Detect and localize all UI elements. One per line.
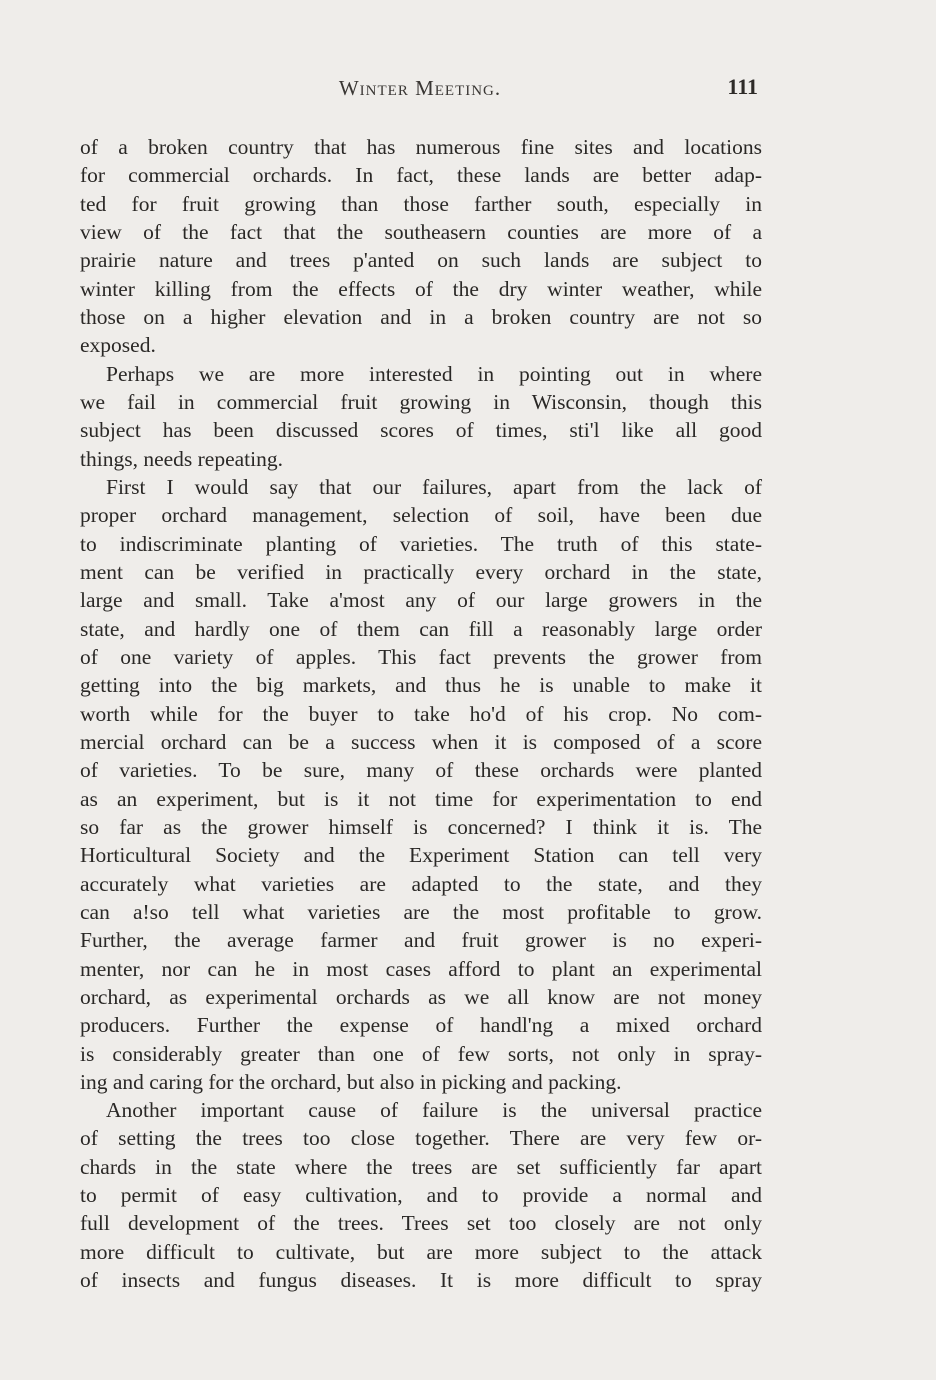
text-line: getting into the big markets, and thus he is unable to make it bbox=[80, 673, 762, 698]
text-line: proper orchard management, selection of soil, have been due bbox=[80, 503, 762, 528]
text-line: prairie nature and trees p'anted on such lands are subject to bbox=[80, 248, 762, 273]
text-line: of varieties. To be sure, many of these orchards were planted bbox=[80, 758, 762, 783]
text-line: those on a higher elevation and in a broken country are not so bbox=[80, 304, 762, 329]
text-line: ing and caring for the orchard, but also in picking and packing. bbox=[80, 1069, 622, 1094]
text-line: First I would say that our failures, apart from the lack of bbox=[106, 474, 762, 499]
page-number: 111 bbox=[727, 74, 758, 99]
text-line: of setting the trees too close together. There are very few or- bbox=[80, 1126, 762, 1151]
text-line: large and small. Take a'most any of our large growers in the bbox=[80, 588, 762, 613]
text-line: view of the fact that the southeasern counties are more of a bbox=[80, 219, 762, 244]
text-line: Horticultural Society and the Experiment Station can tell very bbox=[80, 843, 762, 868]
text-line: accurately what varieties are adapted to the state, and they bbox=[80, 871, 762, 896]
text-line: Another important cause of failure is the universal practice bbox=[106, 1098, 762, 1123]
text-line: is considerably greater than one of few sorts, not only in spray- bbox=[80, 1041, 762, 1066]
text-line: to indiscriminate planting of varieties. The truth of this state- bbox=[80, 531, 762, 556]
text-line: worth while for the buyer to take ho'd of his crop. No com- bbox=[80, 701, 762, 726]
body-text bbox=[80, 133, 762, 1294]
text-line: of a broken country that has numerous fine sites and locations bbox=[80, 135, 762, 159]
text-line: things, needs repeating. bbox=[80, 446, 284, 471]
text-line: Perhaps we are more interested in pointing out in where bbox=[106, 361, 762, 386]
text-line: winter killing from the effects of the dry winter weather, while bbox=[80, 276, 762, 301]
text-line: menter, nor can he in most cases afford to plant an experimental bbox=[80, 956, 762, 981]
text-line: as an experiment, but is it not time for experimentation to end bbox=[80, 786, 762, 811]
text-line: of one variety of apples. This fact prevents the grower from bbox=[80, 644, 762, 669]
text-line: to permit of easy cultivation, and to provide a normal and bbox=[80, 1183, 762, 1208]
text-line: state, and hardly one of them can fill a reasonably large order bbox=[80, 616, 762, 641]
text-line: ment can be verified in practically every orchard in the state, bbox=[80, 559, 762, 584]
text-line: chards in the state where the trees are set sufficiently far apart bbox=[80, 1154, 762, 1179]
text-line: of insects and fungus diseases. It is more difficult to spray bbox=[80, 1268, 762, 1293]
running-header-title: Winter Meeting. bbox=[338, 76, 502, 100]
text-line: so far as the grower himself is concerned? I think it is. The bbox=[80, 814, 762, 839]
text-line: Further, the average farmer and fruit grower is no experi- bbox=[80, 928, 762, 953]
text-line: can a!so tell what varieties are the most profitable to grow. bbox=[80, 899, 762, 924]
text-line: more difficult to cultivate, but are more subject to the attack bbox=[80, 1239, 762, 1264]
text-line: subject has been discussed scores of times, sti'l like all good bbox=[80, 418, 762, 443]
text-line: ted for fruit growing than those farther south, especially in bbox=[80, 191, 762, 216]
text-line: mercial orchard can be a success when it is composed of a score bbox=[80, 729, 762, 754]
running-header bbox=[80, 76, 760, 108]
text-line: we fail in commercial fruit growing in Wisconsin, though this bbox=[80, 389, 762, 414]
text-line: full development of the trees. Trees set too closely are not only bbox=[80, 1211, 762, 1236]
text-line: producers. Further the expense of handl'ng a mixed orchard bbox=[80, 1013, 762, 1038]
text-line: for commercial orchards. In fact, these lands are better adap- bbox=[80, 163, 762, 188]
text-line: orchard, as experimental orchards as we all know are not money bbox=[80, 984, 762, 1009]
text-line: exposed. bbox=[80, 333, 156, 358]
